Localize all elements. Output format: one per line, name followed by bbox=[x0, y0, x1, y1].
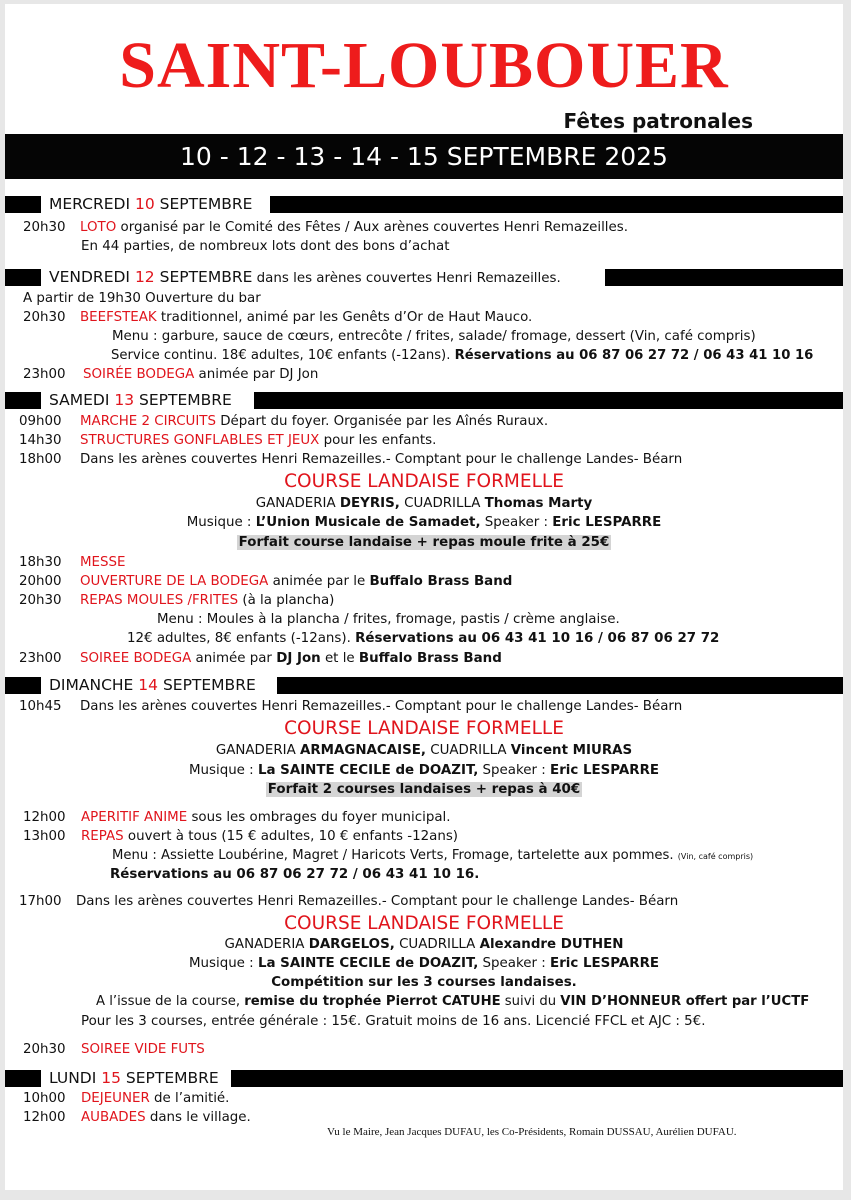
course-title: COURSE LANDAISE FORMELLE bbox=[284, 718, 564, 739]
day-month: SEPTEMBRE bbox=[158, 676, 256, 694]
event-service bbox=[127, 629, 719, 648]
event-label: AUBADES bbox=[81, 1110, 146, 1125]
event-label: SOIREE BODEGA bbox=[80, 651, 192, 666]
event-bodega bbox=[83, 365, 318, 384]
day-bar-left bbox=[5, 1070, 41, 1087]
entry-prices: Pour les 3 courses, entrée générale : 15€. Gratuit moins de 16 ans. Licencié FFCL et AJC : 5€. bbox=[81, 1014, 706, 1029]
day-bar-left bbox=[5, 677, 41, 694]
day-bar-right bbox=[270, 196, 843, 213]
event-time: 20h00 bbox=[19, 574, 62, 589]
event-label: MARCHE 2 CIRCUITS bbox=[80, 414, 216, 429]
musique-name: L’Union Musicale de Samadet, bbox=[255, 515, 481, 530]
trophy-line bbox=[96, 992, 809, 1011]
label: GANADERIA bbox=[215, 743, 300, 758]
event-time: 14h30 bbox=[19, 433, 62, 448]
menu-text: Menu : Assiette Loubérine, Magret / Haricots Verts, Fromage, tartelette aux pommes. bbox=[112, 848, 678, 863]
event-service bbox=[111, 346, 813, 365]
event-label: DEJEUNER bbox=[81, 1091, 150, 1106]
event-desc: (à la plancha) bbox=[238, 593, 335, 608]
day-header-mercredi bbox=[49, 195, 252, 214]
event-menu: Menu : garbure, sauce de cœurs, entrecôte / frites, salade/ fromage, dessert (Vin, café compris) bbox=[112, 329, 756, 344]
course-musique bbox=[5, 513, 843, 532]
event-reservation: Réservations au 06 87 06 27 72 / 06 43 41 10 16 bbox=[454, 348, 814, 363]
day-bar-right bbox=[277, 677, 843, 694]
event-reservation: Réservations au 06 43 41 10 16 / 06 87 06 27 72 bbox=[355, 631, 720, 646]
label: Speaker : bbox=[478, 763, 551, 778]
event-detail: A partir de 19h30 Ouverture du bar bbox=[23, 291, 261, 306]
speaker-name: Eric LESPARRE bbox=[550, 763, 660, 778]
event-desc: animée par le bbox=[268, 574, 370, 589]
musique-name: La SAINTE CECILE de DOAZIT, bbox=[257, 956, 479, 971]
event-time: 17h00 bbox=[19, 894, 62, 909]
event-label: SOIREE VIDE FUTS bbox=[81, 1042, 205, 1057]
event-time: 12h00 bbox=[23, 810, 66, 825]
ganaderia-name: ARMAGNACAISE, bbox=[300, 743, 426, 758]
label: Speaker : bbox=[478, 956, 551, 971]
course-title: COURSE LANDAISE FORMELLE bbox=[284, 471, 564, 492]
label: GANADERIA bbox=[224, 937, 309, 952]
event-time: 12h00 bbox=[23, 1110, 66, 1125]
speaker-name: Eric LESPARRE bbox=[550, 956, 660, 971]
cuadrilla-name: Vincent MIURAS bbox=[510, 743, 633, 758]
course-ganaderia bbox=[5, 935, 843, 954]
day-bar-right bbox=[605, 269, 843, 286]
event-desc: dans le village. bbox=[145, 1110, 251, 1125]
day-header-lundi bbox=[49, 1069, 219, 1088]
event-desc: de l’amitié. bbox=[149, 1091, 230, 1106]
event-arenes: Dans les arènes couvertes Henri Remazeilles.- Comptant pour le challenge Landes- Béarn bbox=[80, 699, 683, 714]
event-label: BEEFSTEAK bbox=[80, 310, 157, 325]
event-label: REPAS bbox=[81, 829, 124, 844]
label: CUADRILLA bbox=[394, 937, 480, 952]
day-header-dimanche bbox=[49, 676, 256, 695]
event-beefsteak bbox=[80, 308, 532, 327]
forfait-badge: Forfait course landaise + repas moule frite à 25€ bbox=[238, 535, 610, 550]
speaker-name: Eric LESPARRE bbox=[552, 515, 662, 530]
event-time: 23h00 bbox=[23, 367, 66, 382]
event-time: 10h45 bbox=[19, 699, 62, 714]
day-name: LUNDI bbox=[49, 1069, 102, 1087]
event-time: 10h00 bbox=[23, 1091, 66, 1106]
event-label: STRUCTURES GONFLABLES ET JEUX bbox=[80, 433, 320, 448]
event-repas bbox=[81, 827, 458, 846]
text: A l’issue de la course, bbox=[96, 994, 245, 1009]
label: Musique : bbox=[188, 956, 258, 971]
event-arenes: Dans les arènes couvertes Henri Remazeilles.- Comptant pour le challenge Landes- Béarn bbox=[80, 452, 683, 467]
event-desc: ouvert à tous (15 € adultes, 10 € enfants -12ans) bbox=[123, 829, 459, 844]
label: GANADERIA bbox=[255, 496, 340, 511]
event-desc: traditionnel, animé par les Genêts d’Or de Haut Mauco. bbox=[156, 310, 533, 325]
event-time: 20h30 bbox=[23, 1042, 66, 1057]
day-bar-left bbox=[5, 392, 41, 409]
poster-sheet bbox=[5, 4, 843, 1190]
event-label: MESSE bbox=[80, 555, 126, 570]
vin-honneur: VIN D’HONNEUR offert par l’UCTF bbox=[560, 994, 810, 1009]
course-musique bbox=[5, 954, 843, 973]
event-time: 20h30 bbox=[23, 220, 66, 235]
event-desc: sous les ombrages du foyer municipal. bbox=[187, 810, 451, 825]
event-price: Service continu. 18€ adultes, 10€ enfants (-12ans). bbox=[111, 348, 455, 363]
day-month: SEPTEMBRE bbox=[134, 391, 232, 409]
event-time: 13h00 bbox=[23, 829, 66, 844]
label: Musique : bbox=[188, 763, 258, 778]
day-number: 13 bbox=[114, 391, 135, 409]
day-month: SEPTEMBRE bbox=[154, 268, 253, 286]
band-name: Buffalo Brass Band bbox=[369, 574, 513, 589]
event-label: SOIRÉE BODEGA bbox=[83, 367, 195, 382]
event-time: 09h00 bbox=[19, 414, 62, 429]
event-label: LOTO bbox=[80, 220, 117, 235]
event-structures bbox=[80, 431, 436, 450]
event-dejeuner bbox=[81, 1089, 229, 1108]
event-menu: Menu : Moules à la plancha / frites, fromage, pastis / crème anglaise. bbox=[157, 612, 620, 627]
day-number: 14 bbox=[138, 676, 159, 694]
forfait-line bbox=[5, 533, 843, 552]
event-marche bbox=[80, 412, 548, 431]
day-header-vendredi bbox=[49, 268, 561, 288]
event-repas bbox=[80, 591, 334, 610]
day-name: SAMEDI bbox=[49, 391, 115, 409]
course-ganaderia bbox=[5, 494, 843, 513]
day-bar-left bbox=[5, 196, 41, 213]
event-aubades bbox=[81, 1108, 251, 1127]
label: CUADRILLA bbox=[425, 743, 511, 758]
event-loto bbox=[80, 218, 628, 237]
musique-name: La SAINTE CECILE de DOAZIT, bbox=[257, 763, 479, 778]
course-ganaderia bbox=[5, 741, 843, 760]
event-aperitif bbox=[81, 808, 451, 827]
day-bar-right bbox=[254, 392, 843, 409]
course-title: COURSE LANDAISE FORMELLE bbox=[284, 913, 564, 934]
day-bar-left bbox=[5, 269, 41, 286]
cuadrilla-name: Alexandre DUTHEN bbox=[479, 937, 624, 952]
label: Musique : bbox=[186, 515, 256, 530]
day-name: MERCREDI bbox=[49, 195, 135, 213]
band-name: Buffalo Brass Band bbox=[358, 651, 502, 666]
day-name: DIMANCHE bbox=[49, 676, 139, 694]
page-subtitle: Fêtes patronales bbox=[563, 109, 753, 133]
event-price: 12€ adultes, 8€ enfants (-12ans). bbox=[127, 631, 356, 646]
day-month: SEPTEMBRE bbox=[154, 195, 253, 213]
trophy-name: remise du trophée Pierrot CATUHE bbox=[244, 994, 501, 1009]
ganaderia-name: DEYRIS, bbox=[339, 496, 400, 511]
forfait-line bbox=[5, 780, 843, 799]
course-musique bbox=[5, 761, 843, 780]
day-number: 10 bbox=[134, 195, 155, 213]
event-label: REPAS MOULES /FRITES bbox=[80, 593, 239, 608]
day-location: dans les arènes couvertes Henri Remazeilles. bbox=[252, 271, 561, 286]
event-arenes: Dans les arènes couvertes Henri Remazeilles.- Comptant pour le challenge Landes- Béarn bbox=[76, 894, 679, 909]
event-detail: En 44 parties, de nombreux lots dont des bons d’achat bbox=[81, 239, 450, 254]
forfait-badge: Forfait 2 courses landaises + repas à 40€ bbox=[267, 782, 581, 797]
label: CUADRILLA bbox=[399, 496, 485, 511]
event-label: OUVERTURE DE LA BODEGA bbox=[80, 574, 269, 589]
event-ouverture bbox=[80, 572, 512, 591]
dj-name: DJ Jon bbox=[276, 651, 321, 666]
event-time: 18h30 bbox=[19, 555, 62, 570]
event-desc: pour les enfants. bbox=[319, 433, 437, 448]
event-time: 18h00 bbox=[19, 452, 62, 467]
menu-note: (Vin, café compris) bbox=[677, 852, 754, 861]
event-time: 23h00 bbox=[19, 651, 62, 666]
cuadrilla-name: Thomas Marty bbox=[484, 496, 593, 511]
event-desc: Départ du foyer. Organisée par les Aînés Ruraux. bbox=[215, 414, 549, 429]
dates-banner: 10 - 12 - 13 - 14 - 15 SEPTEMBRE 2025 bbox=[5, 134, 843, 179]
day-number: 15 bbox=[101, 1069, 121, 1087]
signature-line: Vu le Maire, Jean Jacques DUFAU, les Co-Présidents, Romain DUSSAU, Aurélien DUFAU. bbox=[327, 1126, 737, 1138]
event-time: 20h30 bbox=[19, 593, 62, 608]
event-desc: organisé par le Comité des Fêtes / Aux arènes couvertes Henri Remazeilles. bbox=[116, 220, 628, 235]
day-month: SEPTEMBRE bbox=[120, 1069, 219, 1087]
ganaderia-name: DARGELOS, bbox=[308, 937, 395, 952]
event-label: APERITIF ANIME bbox=[81, 810, 188, 825]
day-number: 12 bbox=[134, 268, 155, 286]
day-name: VENDREDI bbox=[49, 268, 135, 286]
page-title: SAINT-LOUBOUER bbox=[119, 29, 729, 102]
day-header-samedi bbox=[49, 391, 232, 410]
event-desc: et le bbox=[320, 651, 359, 666]
competition-line: Compétition sur les 3 courses landaises. bbox=[271, 975, 577, 990]
event-time: 20h30 bbox=[23, 310, 66, 325]
day-bar-right bbox=[231, 1070, 843, 1087]
event-desc: animée par bbox=[191, 651, 277, 666]
event-reservation: Réservations au 06 87 06 27 72 / 06 43 41 10 16. bbox=[110, 867, 480, 882]
text: suivi du bbox=[500, 994, 561, 1009]
label: Speaker : bbox=[480, 515, 553, 530]
event-menu bbox=[112, 846, 753, 866]
event-desc: animée par DJ Jon bbox=[194, 367, 319, 382]
event-soiree bbox=[80, 649, 502, 668]
